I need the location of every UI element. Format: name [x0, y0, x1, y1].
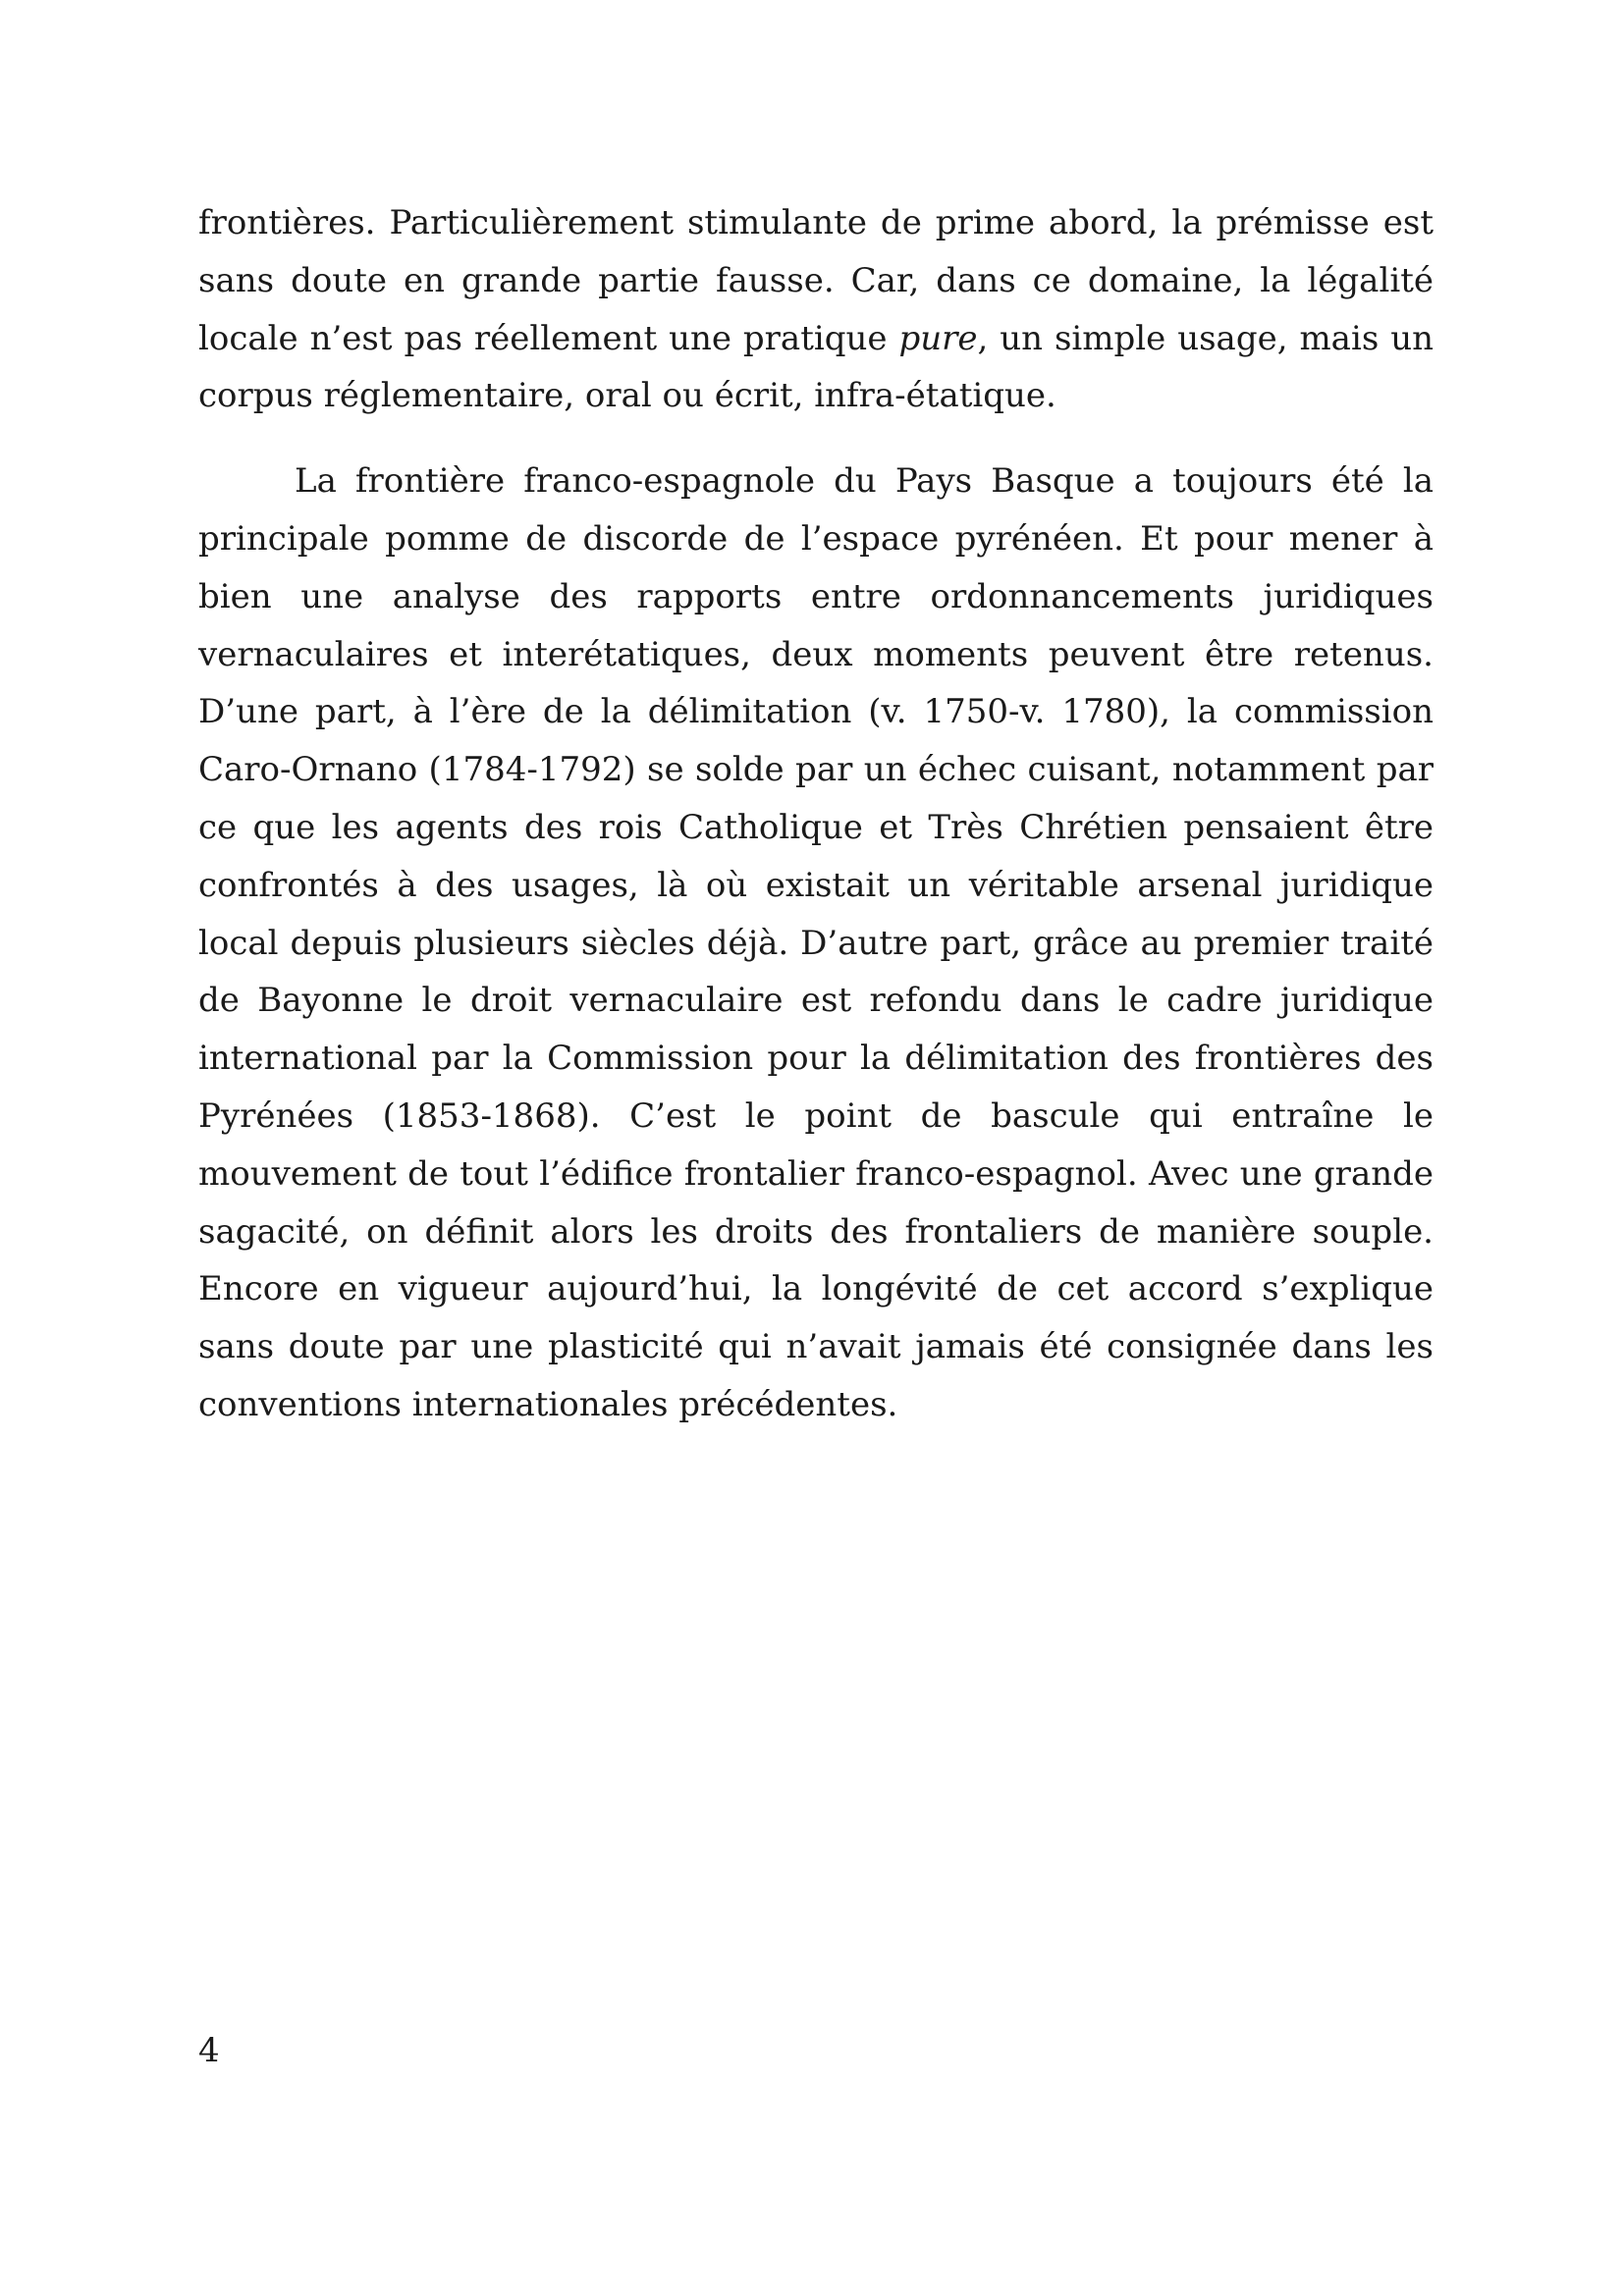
paragraph-2: La frontière franco-espagnole du Pays Basque a toujours été la principale pomme de discorde de l’espace pyrénéen. Et pour mener à bien une analyse des rapports entre ordonnancements juridiques vernaculaires et interétatiques, deux moments peuvent être retenus. D’une part, à l’ère de la délimitation (v. 1750-v. 1780), la commission Caro-Ornano (1784-1792) se solde par un échec cuisant, notamment par ce que les agents des rois Catholique et Très Chrétien pensaient être confrontés à des usages, là où existait un véritable arsenal juridique local depuis plusieurs siècles déjà. D’autre part, grâce au premier traité de Bayonne le droit vernaculaire est refondu dans le cadre juridique international par la Commission pour la délimitation des frontières des Pyrénées (1853-1868). C’est le point de bascule qui entraîne le mouvement de tout l’édifice frontalier franco-espagnol. Avec une grande sagacité, on définit alors les droits des frontaliers de manière souple. Encore en vigueur aujourd’hui, la longévité de cet accord s’explique sans doute par une plasticité qui n’avait jamais été consignée dans les conventions internationales précédentes. [198, 461, 1434, 1424]
body-text [198, 194, 1434, 1434]
paragraph-1-emphasis: pure [898, 318, 978, 358]
page-number: 4 [198, 2031, 220, 2070]
paragraph-1-text-end: , un simple usage, mais un corpus réglementaire, oral ou écrit, infra-étatique. [198, 318, 1434, 416]
paragraph-1-text-start: frontières. Particulièrement stimulante de prime abord, la prémisse est sans doute en grande partie fausse. Car, dans ce domaine, la légalité locale n’est pas réellement une pratique [198, 203, 1434, 358]
paragraph-1 [198, 194, 1434, 425]
